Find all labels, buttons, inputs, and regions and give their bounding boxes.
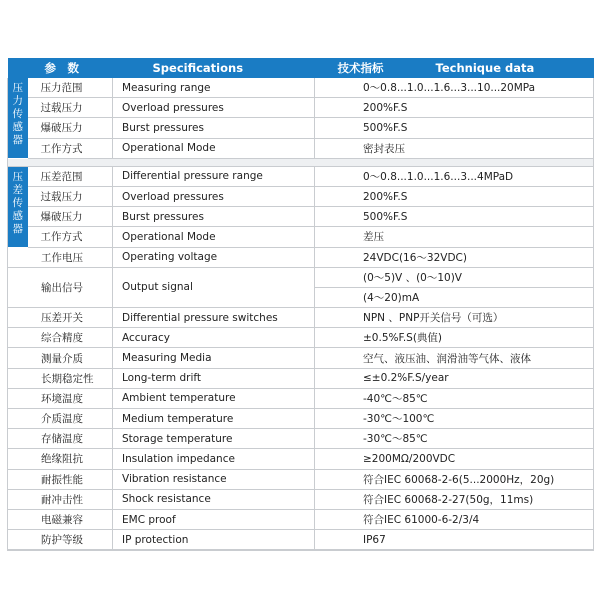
param-en: Long-term drift [113, 368, 315, 388]
param-value: (4～20)mA [315, 287, 594, 307]
group-label-char: 器 [12, 222, 23, 235]
param-value: -30℃～100℃ [315, 409, 594, 429]
param-value: 符合IEC 60068-2-6(5...2000Hz，20g) [315, 469, 594, 489]
group1-label [8, 78, 28, 158]
group-label-char: 器 [12, 134, 23, 146]
param-en: Overload pressures [113, 98, 315, 118]
param-cn: 工作方式 [28, 227, 113, 247]
param-value: IP67 [315, 530, 594, 551]
param-cn: 工作电压 [8, 247, 113, 267]
spec-table [7, 58, 594, 551]
header-param: 参 数 [8, 58, 113, 78]
param-en: Shock resistance [113, 489, 315, 509]
param-cn: 介质温度 [8, 409, 113, 429]
header-spec: Specifications [113, 58, 315, 78]
param-cn: 爆破压力 [28, 118, 113, 138]
table-row [8, 207, 594, 227]
table-row [8, 308, 594, 328]
param-cn: 存储温度 [8, 429, 113, 449]
param-cn: 压差开关 [8, 308, 113, 328]
table-row [8, 328, 594, 348]
param-en: Vibration resistance [113, 469, 315, 489]
param-cn: 压差范围 [28, 166, 113, 186]
table-header [8, 58, 594, 78]
param-value: 0～0.8...1.0...1.6...3...10...20MPa [315, 78, 594, 98]
param-en: IP protection [113, 530, 315, 551]
param-en: Insulation impedance [113, 449, 315, 469]
param-value: 密封表压 [315, 138, 594, 158]
header-tech-cn: 技术指标 [337, 61, 384, 75]
param-en: Accuracy [113, 328, 315, 348]
param-value: 符合IEC 60068-2-27(50g，11ms) [315, 489, 594, 509]
table-row [8, 530, 594, 551]
param-cn: 防护等级 [8, 530, 113, 551]
table-row [8, 247, 594, 267]
table-row [8, 489, 594, 509]
table-row [8, 227, 594, 247]
param-value: ≥200MΩ/200VDC [315, 449, 594, 469]
table-row [8, 449, 594, 469]
table-row [8, 186, 594, 206]
header-tech-en: Technique data [435, 61, 535, 75]
param-en: Differential pressure range [113, 166, 315, 186]
param-cn: 输出信号 [8, 267, 113, 307]
param-en: Burst pressures [113, 118, 315, 138]
param-en: Ambient temperature [113, 388, 315, 408]
param-en: Storage temperature [113, 429, 315, 449]
param-en: Medium temperature [113, 409, 315, 429]
param-en: Differential pressure switches [113, 308, 315, 328]
param-cn: 耐冲击性 [8, 489, 113, 509]
param-en: Operating voltage [113, 247, 315, 267]
param-en: Output signal [113, 267, 315, 307]
param-cn: 综合精度 [8, 328, 113, 348]
param-cn: 爆破压力 [28, 207, 113, 227]
param-value: 500%F.S [315, 118, 594, 138]
param-en: Operational Mode [113, 227, 315, 247]
param-value: 空气、液压油、润滑油等气体、液体 [315, 348, 594, 368]
table-row [8, 78, 594, 98]
param-en: Measuring Media [113, 348, 315, 368]
param-value: ±0.5%F.S(典值) [315, 328, 594, 348]
table-row-output [8, 267, 594, 287]
group-label-char: 压 [12, 82, 23, 94]
group-label-char: 差 [12, 183, 23, 196]
param-cn: 测量介质 [8, 348, 113, 368]
param-cn: 长期稳定性 [8, 368, 113, 388]
param-value: ≤±0.2%F.S/year [315, 368, 594, 388]
param-en: Overload pressures [113, 186, 315, 206]
table-row [8, 166, 594, 186]
param-value: (0～5)V 、(0～10)V [315, 267, 594, 287]
table-row [8, 118, 594, 138]
param-value: 符合IEC 61000-6-2/3/4 [315, 509, 594, 529]
param-en: Measuring range [113, 78, 315, 98]
table-row [8, 429, 594, 449]
param-cn: 电磁兼容 [8, 509, 113, 529]
group-label-char: 力 [12, 95, 23, 107]
param-value: 差压 [315, 227, 594, 247]
group2-label [8, 166, 28, 247]
table-row [8, 368, 594, 388]
param-en: Operational Mode [113, 138, 315, 158]
param-cn: 绝缘阻抗 [8, 449, 113, 469]
param-value: 0～0.8...1.0...1.6...3...4MPaD [315, 166, 594, 186]
separator-cell [8, 158, 594, 166]
param-value: NPN 、PNP开关信号（可选） [315, 308, 594, 328]
group-label-char: 传 [12, 108, 23, 120]
param-cn: 过载压力 [28, 98, 113, 118]
param-cn: 环境温度 [8, 388, 113, 408]
table-row [8, 409, 594, 429]
group-label-char: 感 [12, 209, 23, 222]
param-en: Burst pressures [113, 207, 315, 227]
table-row [8, 98, 594, 118]
param-cn: 工作方式 [28, 138, 113, 158]
header-tech [315, 58, 594, 78]
param-value: -40℃～85℃ [315, 388, 594, 408]
param-value: 200%F.S [315, 186, 594, 206]
group-label-char: 感 [12, 121, 23, 133]
group-label-char: 传 [12, 196, 23, 209]
param-cn: 压力范围 [28, 78, 113, 98]
param-en: EMC proof [113, 509, 315, 529]
table-row [8, 469, 594, 489]
param-value: -30℃～85℃ [315, 429, 594, 449]
param-value: 24VDC(16～32VDC) [315, 247, 594, 267]
table-row [8, 138, 594, 158]
table-row [8, 509, 594, 529]
param-cn: 耐振性能 [8, 469, 113, 489]
param-cn: 过载压力 [28, 186, 113, 206]
param-value: 500%F.S [315, 207, 594, 227]
group-label-char: 压 [12, 170, 23, 183]
table-row [8, 348, 594, 368]
param-value: 200%F.S [315, 98, 594, 118]
group-separator [8, 158, 594, 166]
table-row [8, 388, 594, 408]
